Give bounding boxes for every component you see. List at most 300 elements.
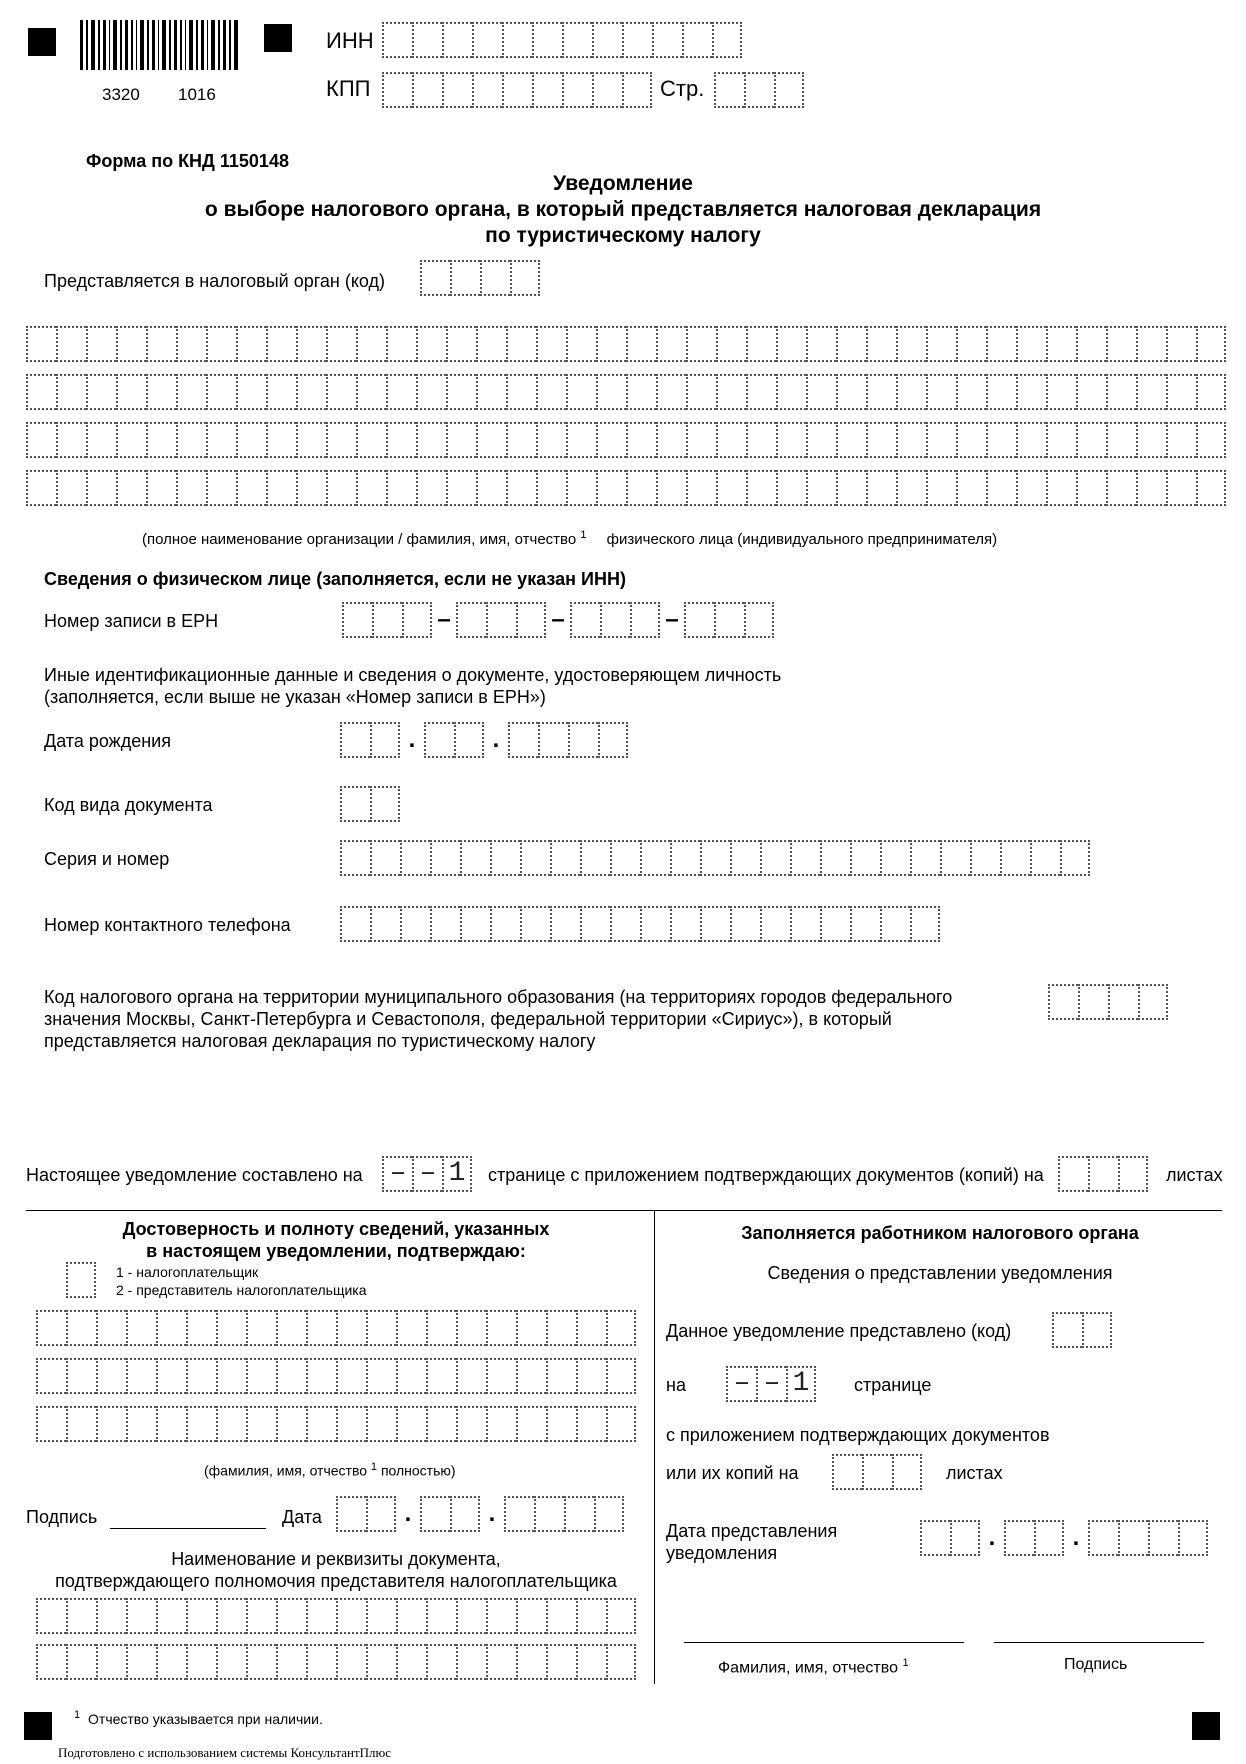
input-cell[interactable] (950, 1520, 980, 1556)
input-cell[interactable] (66, 1358, 96, 1394)
input-cell[interactable] (96, 1644, 126, 1680)
input-cell[interactable] (382, 72, 412, 108)
input-cell[interactable] (56, 374, 86, 410)
input-cell[interactable] (576, 1598, 606, 1634)
input-cell[interactable] (480, 260, 510, 296)
ern-field[interactable] (342, 602, 774, 638)
input-cell[interactable] (626, 470, 656, 506)
input-cell[interactable] (236, 422, 266, 458)
input-cell[interactable] (926, 374, 956, 410)
input-cell[interactable] (396, 1406, 426, 1442)
input-cell[interactable] (806, 374, 836, 410)
input-cell[interactable] (508, 722, 538, 758)
input-cell[interactable] (1048, 984, 1078, 1020)
input-cell[interactable] (1046, 326, 1076, 362)
input-cell[interactable] (1088, 1156, 1118, 1192)
official-submitted-code-field[interactable] (1052, 1312, 1112, 1348)
input-cell[interactable] (550, 840, 580, 876)
input-cell[interactable] (534, 1496, 564, 1532)
confirm-year[interactable] (504, 1496, 624, 1532)
input-cell[interactable] (1196, 374, 1226, 410)
input-cell[interactable] (396, 1598, 426, 1634)
input-cell[interactable] (744, 72, 774, 108)
input-cell[interactable] (1004, 1520, 1034, 1556)
input-cell[interactable] (56, 422, 86, 458)
input-cell[interactable] (896, 374, 926, 410)
input-cell[interactable] (504, 1496, 534, 1532)
official-day[interactable] (920, 1520, 980, 1556)
input-cell[interactable] (236, 374, 266, 410)
input-cell[interactable] (96, 1598, 126, 1634)
official-date-field[interactable] (920, 1520, 1208, 1556)
input-cell[interactable] (716, 422, 746, 458)
input-cell[interactable] (1118, 1520, 1148, 1556)
authority-doc-row-1[interactable] (36, 1598, 636, 1634)
input-cell[interactable] (596, 326, 626, 362)
input-cell[interactable] (630, 602, 660, 638)
input-cell[interactable] (502, 72, 532, 108)
input-cell[interactable] (700, 840, 730, 876)
input-cell[interactable] (156, 1406, 186, 1442)
input-cell[interactable] (306, 1598, 336, 1634)
input-cell[interactable] (116, 470, 146, 506)
input-cell[interactable] (700, 906, 730, 942)
input-cell[interactable] (596, 470, 626, 506)
input-cell[interactable] (36, 1644, 66, 1680)
input-cell[interactable] (356, 326, 386, 362)
input-cell[interactable] (896, 422, 926, 458)
ern-part-1[interactable] (342, 602, 432, 638)
input-cell[interactable] (622, 22, 652, 58)
input-cell[interactable] (1030, 840, 1060, 876)
input-cell[interactable] (1058, 1156, 1088, 1192)
input-cell[interactable] (850, 840, 880, 876)
input-cell[interactable] (486, 602, 516, 638)
input-cell[interactable] (396, 1358, 426, 1394)
birth-day[interactable] (340, 722, 400, 758)
input-cell[interactable] (746, 422, 776, 458)
input-cell[interactable] (26, 374, 56, 410)
input-cell[interactable] (986, 326, 1016, 362)
input-cell[interactable] (820, 840, 850, 876)
ern-part-4[interactable] (684, 602, 774, 638)
input-cell[interactable] (836, 326, 866, 362)
input-cell[interactable] (386, 326, 416, 362)
input-cell[interactable] (266, 326, 296, 362)
input-cell[interactable] (656, 422, 686, 458)
input-cell[interactable] (610, 906, 640, 942)
input-cell[interactable] (446, 326, 476, 362)
input-cell[interactable] (836, 422, 866, 458)
municipal-code-field[interactable] (1048, 984, 1168, 1020)
input-cell[interactable] (596, 374, 626, 410)
input-cell[interactable] (420, 260, 450, 296)
input-cell[interactable] (340, 786, 370, 822)
input-cell[interactable] (1166, 422, 1196, 458)
input-cell[interactable] (356, 374, 386, 410)
input-cell[interactable] (370, 840, 400, 876)
input-cell[interactable] (546, 1406, 576, 1442)
input-cell[interactable] (656, 326, 686, 362)
input-cell[interactable] (460, 840, 490, 876)
input-cell[interactable] (880, 906, 910, 942)
input-cell[interactable] (326, 470, 356, 506)
input-cell[interactable] (1034, 1520, 1064, 1556)
input-cell[interactable] (36, 1310, 66, 1346)
input-cell[interactable] (570, 602, 600, 638)
input-cell[interactable] (746, 326, 776, 362)
input-cell[interactable] (866, 470, 896, 506)
input-cell[interactable] (296, 326, 326, 362)
input-cell[interactable] (536, 374, 566, 410)
page-number-field[interactable] (714, 72, 804, 108)
input-cell[interactable] (340, 840, 370, 876)
input-cell[interactable] (456, 1358, 486, 1394)
input-cell[interactable] (862, 1454, 892, 1490)
official-sheets-field[interactable] (832, 1454, 922, 1490)
input-cell[interactable] (66, 1406, 96, 1442)
input-cell[interactable] (532, 22, 562, 58)
input-cell[interactable] (416, 422, 446, 458)
input-cell[interactable] (186, 1358, 216, 1394)
input-cell[interactable] (1196, 326, 1226, 362)
input-cell[interactable] (460, 906, 490, 942)
input-cell[interactable] (1136, 470, 1166, 506)
input-cell[interactable] (96, 1358, 126, 1394)
tax-authority-code-field[interactable] (420, 260, 540, 296)
input-cell[interactable] (296, 374, 326, 410)
input-cell[interactable] (652, 22, 682, 58)
input-cell[interactable] (776, 422, 806, 458)
input-cell[interactable] (1076, 422, 1106, 458)
input-cell[interactable] (366, 1310, 396, 1346)
confirmer-fio-row-2[interactable] (36, 1358, 636, 1394)
input-cell[interactable] (402, 602, 432, 638)
input-cell[interactable] (382, 22, 412, 58)
input-cell[interactable] (836, 374, 866, 410)
input-cell[interactable] (566, 422, 596, 458)
input-cell[interactable] (686, 422, 716, 458)
input-cell[interactable] (536, 422, 566, 458)
input-cell[interactable] (366, 1598, 396, 1634)
input-cell[interactable] (806, 326, 836, 362)
input-cell[interactable] (186, 1598, 216, 1634)
input-cell[interactable] (126, 1358, 156, 1394)
input-cell[interactable] (986, 374, 1016, 410)
official-signature-line[interactable] (994, 1642, 1204, 1643)
input-cell[interactable] (266, 470, 296, 506)
input-cell[interactable] (536, 470, 566, 506)
input-cell[interactable] (1000, 840, 1030, 876)
input-cell[interactable] (516, 1406, 546, 1442)
input-cell[interactable] (126, 1644, 156, 1680)
input-cell[interactable] (216, 1406, 246, 1442)
input-cell[interactable] (386, 374, 416, 410)
input-cell[interactable] (730, 840, 760, 876)
input-cell[interactable] (450, 1496, 480, 1532)
input-cell[interactable] (424, 722, 454, 758)
input-cell[interactable] (1016, 326, 1046, 362)
input-cell[interactable] (682, 22, 712, 58)
input-cell[interactable] (926, 326, 956, 362)
input-cell[interactable] (716, 374, 746, 410)
input-cell[interactable] (216, 1358, 246, 1394)
input-cell[interactable] (506, 470, 536, 506)
input-cell[interactable] (926, 422, 956, 458)
input-cell[interactable] (66, 1310, 96, 1346)
input-cell[interactable] (1118, 1156, 1148, 1192)
input-cell[interactable] (490, 840, 520, 876)
input-cell[interactable] (832, 1454, 862, 1490)
input-cell[interactable] (866, 326, 896, 362)
input-cell[interactable] (1136, 422, 1166, 458)
name-row-1[interactable] (26, 326, 1226, 362)
input-cell[interactable] (716, 470, 746, 506)
official-year[interactable] (1088, 1520, 1208, 1556)
input-cell[interactable] (442, 1156, 472, 1192)
input-cell[interactable] (606, 1358, 636, 1394)
input-cell[interactable] (326, 422, 356, 458)
input-cell[interactable] (372, 602, 402, 638)
input-cell[interactable] (686, 470, 716, 506)
input-cell[interactable] (786, 1366, 816, 1402)
official-fio-line[interactable] (684, 1642, 964, 1643)
attachment-sheets-field[interactable] (1058, 1156, 1148, 1192)
input-cell[interactable] (546, 1358, 576, 1394)
input-cell[interactable] (606, 1406, 636, 1442)
input-cell[interactable] (486, 1310, 516, 1346)
input-cell[interactable] (86, 326, 116, 362)
input-cell[interactable] (370, 722, 400, 758)
input-cell[interactable] (176, 326, 206, 362)
input-cell[interactable] (26, 326, 56, 362)
input-cell[interactable] (366, 1644, 396, 1680)
input-cell[interactable] (266, 374, 296, 410)
input-cell[interactable] (366, 1496, 396, 1532)
input-cell[interactable] (306, 1358, 336, 1394)
input-cell[interactable] (476, 374, 506, 410)
input-cell[interactable] (576, 1406, 606, 1442)
input-cell[interactable] (246, 1406, 276, 1442)
input-cell[interactable] (806, 470, 836, 506)
birth-date-field[interactable] (340, 722, 628, 758)
input-cell[interactable] (546, 1310, 576, 1346)
input-cell[interactable] (956, 422, 986, 458)
input-cell[interactable] (426, 1358, 456, 1394)
input-cell[interactable] (156, 1644, 186, 1680)
input-cell[interactable] (216, 1598, 246, 1634)
input-cell[interactable] (412, 1156, 442, 1192)
input-cell[interactable] (156, 1310, 186, 1346)
input-cell[interactable] (246, 1358, 276, 1394)
input-cell[interactable] (506, 374, 536, 410)
input-cell[interactable] (336, 1598, 366, 1634)
input-cell[interactable] (96, 1406, 126, 1442)
input-cell[interactable] (1076, 470, 1106, 506)
input-cell[interactable] (926, 470, 956, 506)
input-cell[interactable] (600, 602, 630, 638)
input-cell[interactable] (366, 1358, 396, 1394)
input-cell[interactable] (592, 72, 622, 108)
input-cell[interactable] (1196, 470, 1226, 506)
input-cell[interactable] (246, 1598, 276, 1634)
input-cell[interactable] (880, 840, 910, 876)
input-cell[interactable] (206, 470, 236, 506)
input-cell[interactable] (36, 1358, 66, 1394)
kpp-field[interactable] (382, 72, 652, 108)
confirmer-type-field[interactable] (66, 1262, 96, 1298)
input-cell[interactable] (956, 374, 986, 410)
input-cell[interactable] (592, 22, 622, 58)
input-cell[interactable] (186, 1310, 216, 1346)
input-cell[interactable] (746, 470, 776, 506)
input-cell[interactable] (506, 326, 536, 362)
input-cell[interactable] (610, 840, 640, 876)
input-cell[interactable] (420, 1496, 450, 1532)
confirm-date-field[interactable] (336, 1496, 624, 1532)
input-cell[interactable] (566, 470, 596, 506)
input-cell[interactable] (246, 1644, 276, 1680)
input-cell[interactable] (486, 1406, 516, 1442)
input-cell[interactable] (146, 422, 176, 458)
input-cell[interactable] (186, 1406, 216, 1442)
input-cell[interactable] (340, 722, 370, 758)
birth-month[interactable] (424, 722, 484, 758)
input-cell[interactable] (1138, 984, 1168, 1020)
input-cell[interactable] (66, 1644, 96, 1680)
input-cell[interactable] (400, 906, 430, 942)
pages-count-field[interactable] (382, 1156, 472, 1192)
input-cell[interactable] (86, 470, 116, 506)
input-cell[interactable] (342, 602, 372, 638)
input-cell[interactable] (442, 22, 472, 58)
input-cell[interactable] (790, 906, 820, 942)
input-cell[interactable] (86, 374, 116, 410)
input-cell[interactable] (456, 1406, 486, 1442)
input-cell[interactable] (36, 1406, 66, 1442)
input-cell[interactable] (986, 470, 1016, 506)
input-cell[interactable] (820, 906, 850, 942)
input-cell[interactable] (712, 22, 742, 58)
input-cell[interactable] (670, 840, 700, 876)
phone-field[interactable] (340, 906, 940, 942)
input-cell[interactable] (580, 840, 610, 876)
input-cell[interactable] (670, 906, 700, 942)
input-cell[interactable] (1046, 422, 1076, 458)
input-cell[interactable] (598, 722, 628, 758)
input-cell[interactable] (266, 422, 296, 458)
input-cell[interactable] (640, 840, 670, 876)
input-cell[interactable] (640, 906, 670, 942)
input-cell[interactable] (516, 1598, 546, 1634)
input-cell[interactable] (456, 602, 486, 638)
series-number-field[interactable] (340, 840, 1090, 876)
input-cell[interactable] (920, 1520, 950, 1556)
input-cell[interactable] (216, 1310, 246, 1346)
input-cell[interactable] (476, 422, 506, 458)
input-cell[interactable] (336, 1644, 366, 1680)
input-cell[interactable] (296, 470, 326, 506)
input-cell[interactable] (1016, 422, 1046, 458)
input-cell[interactable] (776, 470, 806, 506)
confirm-month[interactable] (420, 1496, 480, 1532)
input-cell[interactable] (416, 374, 446, 410)
input-cell[interactable] (1106, 326, 1136, 362)
input-cell[interactable] (146, 470, 176, 506)
input-cell[interactable] (456, 1310, 486, 1346)
input-cell[interactable] (340, 906, 370, 942)
confirm-signature-line[interactable] (110, 1528, 266, 1529)
input-cell[interactable] (626, 422, 656, 458)
input-cell[interactable] (426, 1310, 456, 1346)
input-cell[interactable] (276, 1644, 306, 1680)
input-cell[interactable] (306, 1644, 336, 1680)
input-cell[interactable] (116, 422, 146, 458)
input-cell[interactable] (622, 72, 652, 108)
input-cell[interactable] (36, 1598, 66, 1634)
input-cell[interactable] (206, 326, 236, 362)
input-cell[interactable] (456, 1598, 486, 1634)
input-cell[interactable] (366, 1406, 396, 1442)
input-cell[interactable] (146, 374, 176, 410)
input-cell[interactable] (550, 906, 580, 942)
input-cell[interactable] (656, 374, 686, 410)
input-cell[interactable] (836, 470, 866, 506)
input-cell[interactable] (472, 72, 502, 108)
input-cell[interactable] (430, 840, 460, 876)
input-cell[interactable] (1108, 984, 1138, 1020)
input-cell[interactable] (326, 374, 356, 410)
input-cell[interactable] (336, 1358, 366, 1394)
input-cell[interactable] (562, 72, 592, 108)
input-cell[interactable] (400, 840, 430, 876)
input-cell[interactable] (96, 1310, 126, 1346)
input-cell[interactable] (1106, 374, 1136, 410)
input-cell[interactable] (1082, 1312, 1112, 1348)
input-cell[interactable] (186, 1644, 216, 1680)
input-cell[interactable] (656, 470, 686, 506)
input-cell[interactable] (756, 1366, 786, 1402)
input-cell[interactable] (564, 1496, 594, 1532)
authority-doc-row-2[interactable] (36, 1644, 636, 1680)
input-cell[interactable] (532, 72, 562, 108)
input-cell[interactable] (626, 374, 656, 410)
input-cell[interactable] (1136, 326, 1166, 362)
input-cell[interactable] (1166, 326, 1196, 362)
input-cell[interactable] (176, 374, 206, 410)
input-cell[interactable] (896, 326, 926, 362)
input-cell[interactable] (490, 906, 520, 942)
input-cell[interactable] (276, 1598, 306, 1634)
input-cell[interactable] (1016, 374, 1046, 410)
input-cell[interactable] (336, 1406, 366, 1442)
input-cell[interactable] (486, 1358, 516, 1394)
input-cell[interactable] (1046, 374, 1076, 410)
input-cell[interactable] (442, 72, 472, 108)
input-cell[interactable] (126, 1310, 156, 1346)
input-cell[interactable] (760, 840, 790, 876)
input-cell[interactable] (746, 374, 776, 410)
input-cell[interactable] (26, 422, 56, 458)
input-cell[interactable] (176, 470, 206, 506)
input-cell[interactable] (454, 722, 484, 758)
official-pages-field[interactable] (726, 1366, 816, 1402)
input-cell[interactable] (116, 326, 146, 362)
input-cell[interactable] (206, 374, 236, 410)
input-cell[interactable] (426, 1406, 456, 1442)
input-cell[interactable] (426, 1644, 456, 1680)
input-cell[interactable] (546, 1644, 576, 1680)
